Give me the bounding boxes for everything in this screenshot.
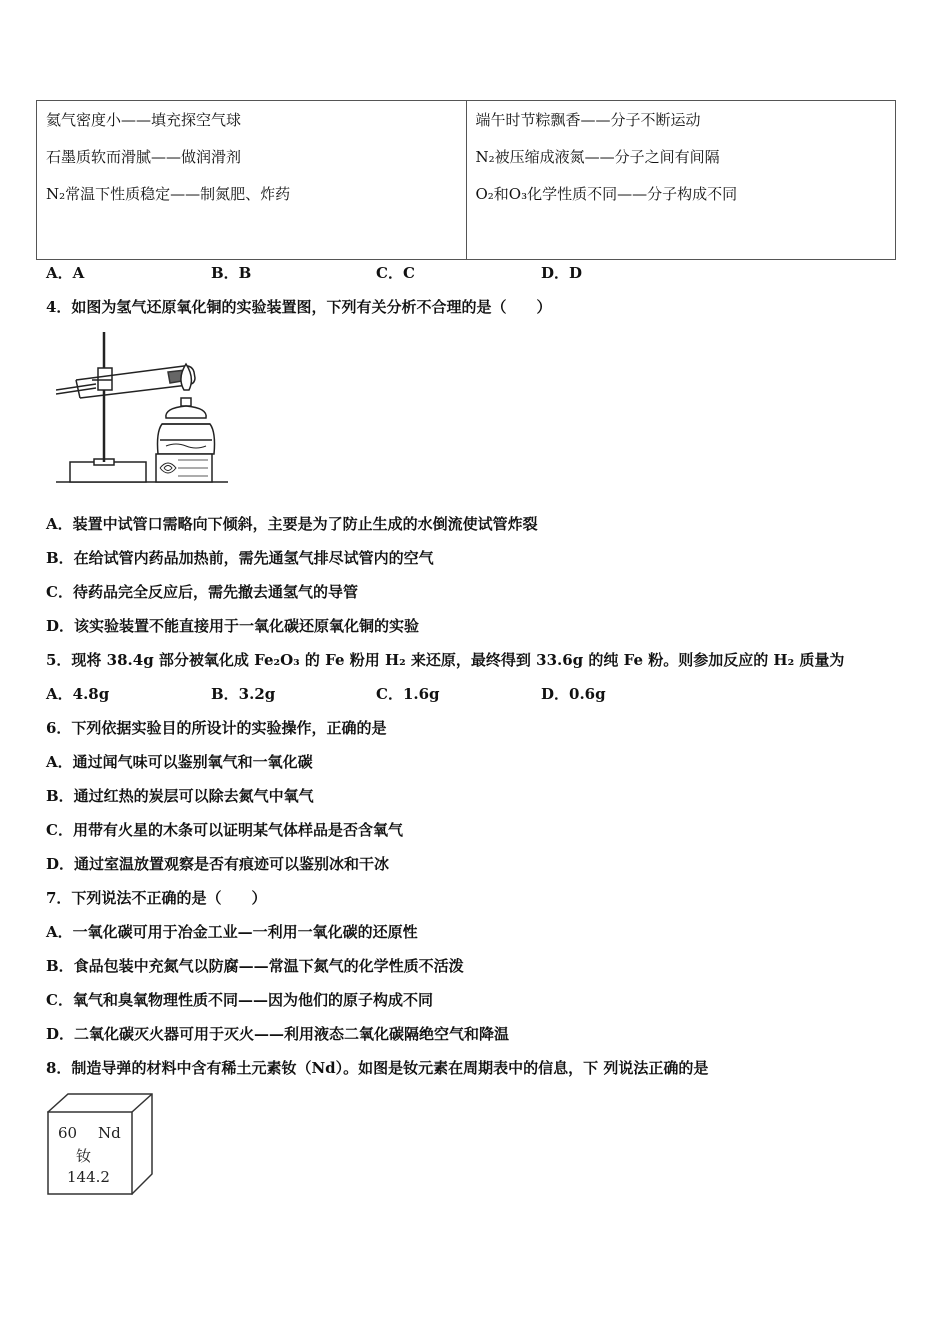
q6-option-c[interactable]: C．用带有火星的木条可以证明某气体样品是否含氧气 bbox=[46, 821, 403, 839]
q6-option-b[interactable]: B．通过红热的炭层可以除去氮气中氧气 bbox=[46, 787, 314, 805]
q8-stem: 8．制造导弹的材料中含有稀土元素钕（Nd）。如图是钕元素在周期表中的信息，下 列说法正确的是 bbox=[46, 1059, 709, 1077]
q4-option-b[interactable]: B．在给试管内药品加热前，需先通氢气排尽试管内的空气 bbox=[46, 549, 434, 567]
element-symbol: Nd bbox=[98, 1124, 121, 1142]
option-b[interactable]: B．3.2g bbox=[211, 685, 276, 703]
q3-table-col-a bbox=[37, 101, 466, 259]
element-name: 钕 bbox=[76, 1147, 92, 1165]
q4-option-a[interactable]: A．装置中试管口需略向下倾斜，主要是为了防止生成的水倒流使试管炸裂 bbox=[46, 515, 538, 533]
q7-option-a[interactable]: A．一氧化碳可用于冶金工业—一利用一氧化碳的还原性 bbox=[46, 923, 418, 941]
q6-stem: 6．下列依据实验目的所设计的实验操作，正确的是 bbox=[46, 719, 387, 737]
table-cell: 石墨质软而滑腻——做润滑剂 bbox=[46, 148, 242, 166]
option-d[interactable]: D．0.6g bbox=[541, 685, 606, 703]
atomic-number: 60 bbox=[58, 1124, 78, 1142]
table-cell: N₂被压缩成液氮——分子之间有间隔 bbox=[475, 148, 720, 166]
q3-table bbox=[36, 100, 896, 260]
option-d[interactable]: D．D bbox=[541, 264, 583, 282]
q3-table-col-b bbox=[466, 101, 896, 259]
q6-option-a[interactable]: A．通过闻气味可以鉴别氧气和一氧化碳 bbox=[46, 753, 313, 771]
atomic-mass: 144.2 bbox=[67, 1168, 110, 1186]
q4-option-c[interactable]: C．待药品完全反应后，需先撤去通氢气的导管 bbox=[46, 583, 358, 601]
q7-option-c[interactable]: C．氧气和臭氧物理性质不同——因为他们的原子构成不同 bbox=[46, 991, 433, 1009]
option-a[interactable]: A．A bbox=[46, 264, 85, 282]
table-cell: 氦气密度小——填充探空气球 bbox=[46, 111, 242, 129]
q6-option-d[interactable]: D．通过室温放置观察是否有痕迹可以鉴别冰和干冰 bbox=[46, 855, 390, 873]
q7-option-d[interactable]: D．二氧化碳灭火器可用于灭火——利用液态二氧化碳隔绝空气和降温 bbox=[46, 1025, 510, 1043]
q5-stem: 5．现将 38.4g 部分被氧化成 Fe₂O₃ 的 Fe 粉用 H₂ 来还原，最终得到 33.6g 的纯 Fe 粉。则参加反应的 H₂ 质量为 bbox=[46, 651, 845, 669]
table-cell: 端午时节粽飘香——分子不断运动 bbox=[475, 111, 701, 129]
q7-option-b[interactable]: B．食品包装中充氮气以防腐——常温下氮气的化学性质不活泼 bbox=[46, 957, 464, 975]
periodic-element-card bbox=[46, 1092, 154, 1196]
option-c[interactable]: C．C bbox=[376, 264, 415, 282]
table-cell: N₂常温下性质稳定——制氮肥、炸药 bbox=[46, 185, 291, 203]
option-a[interactable]: A．4.8g bbox=[46, 685, 110, 703]
q4-option-d[interactable]: D．该实验装置不能直接用于一氧化碳还原氧化铜的实验 bbox=[46, 617, 420, 635]
hydrogen-reduction-apparatus-figure bbox=[56, 328, 246, 486]
table-cell: O₂和O₃化学性质不同——分子构成不同 bbox=[475, 185, 738, 203]
q4-stem: 4．如图为氢气还原氧化铜的实验装置图，下列有关分析不合理的是（ ） bbox=[46, 298, 552, 316]
option-b[interactable]: B．B bbox=[211, 264, 252, 282]
q7-stem: 7．下列说法不正确的是（ ） bbox=[46, 889, 267, 907]
option-c[interactable]: C．1.6g bbox=[376, 685, 440, 703]
